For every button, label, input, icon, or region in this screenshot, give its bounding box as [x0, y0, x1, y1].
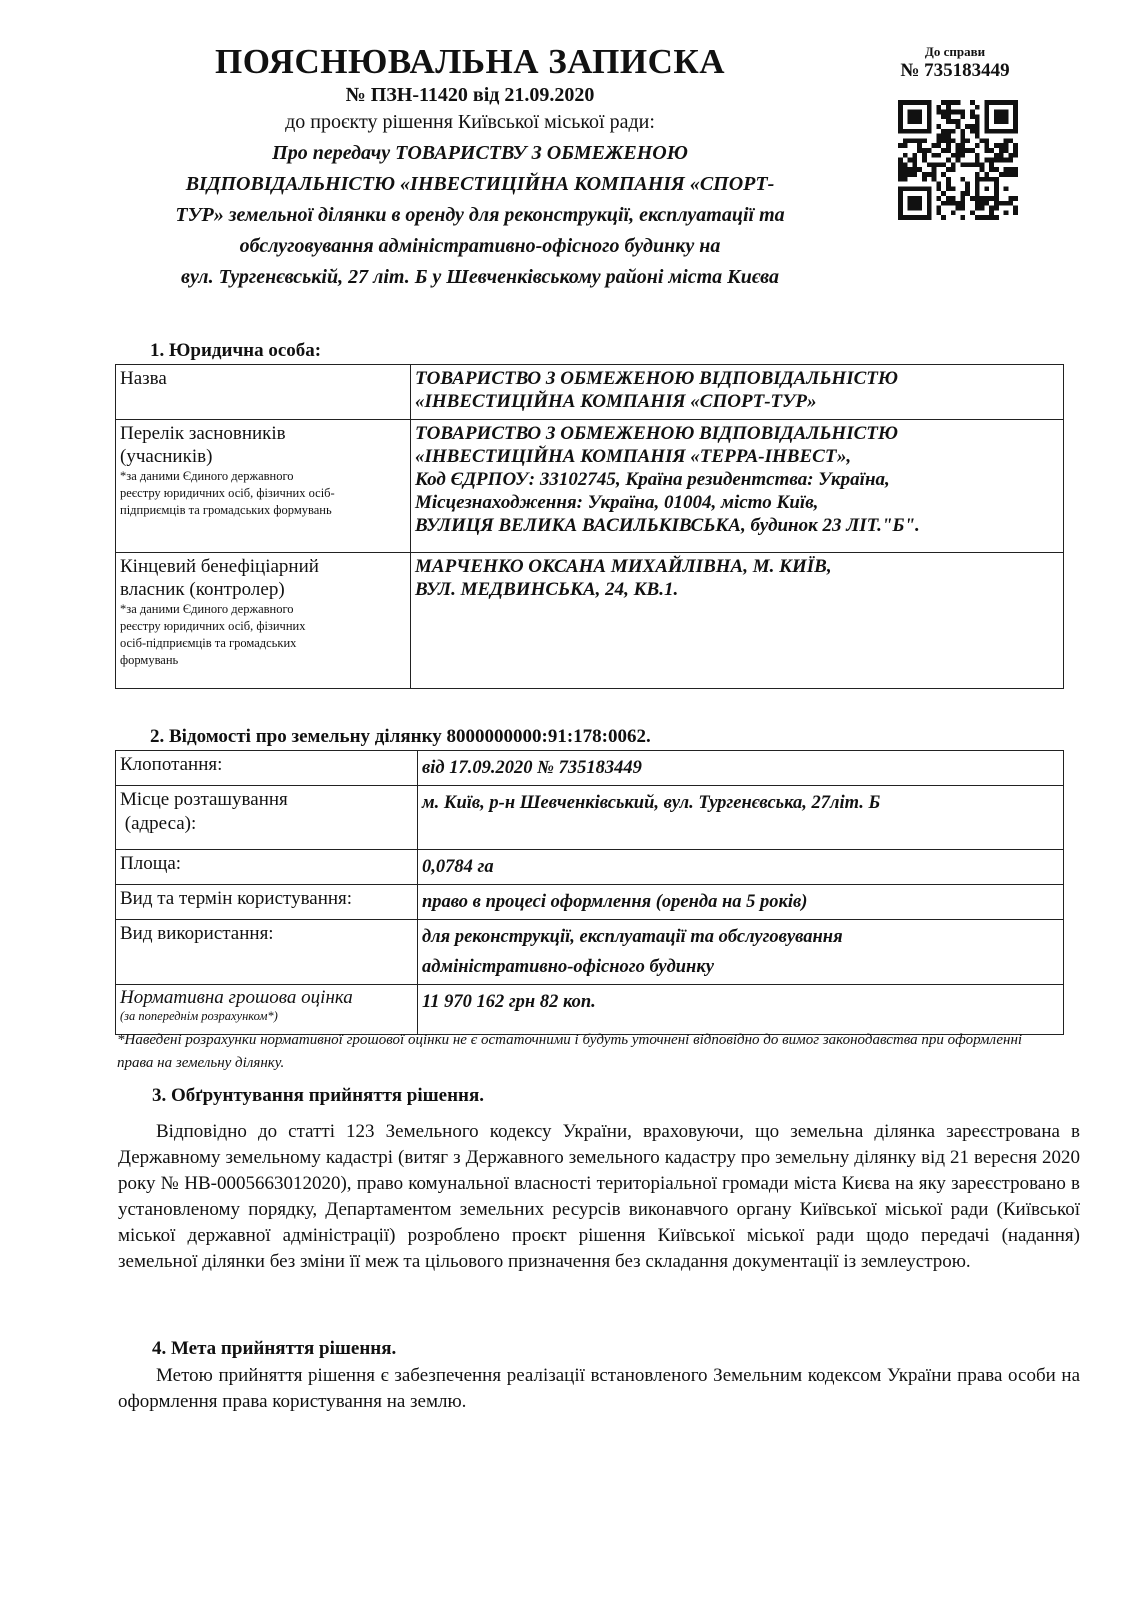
table-row [116, 365, 1064, 420]
document-number: № ПЗН-11420 від 21.09.2020 [345, 84, 595, 106]
row-value: ВУЛИЦЯ ВЕЛИКА ВАСИЛЬКІВСЬКА, будинок 23 ЛІТ."Б". [415, 515, 920, 536]
row-label: Назва [120, 368, 167, 389]
case-label: До справи [924, 44, 986, 59]
subject-line: ВІДПОВІДАЛЬНІСТЮ «ІНВЕСТИЦІЙНА КОМПАНІЯ «СПОРТ- [185, 173, 775, 195]
legal-entity-table [115, 364, 1064, 689]
row-value: 11 970 162 грн 82 коп. [422, 992, 596, 1012]
table-row [116, 885, 1064, 920]
table-cell-label [116, 786, 418, 850]
table-row [116, 920, 1064, 985]
table-row [116, 985, 1064, 1035]
land-plot-table [115, 750, 1064, 1035]
row-value: Код ЄДРПОУ: 33102745, Країна резидентства: Україна, [415, 469, 890, 490]
row-value: «ІНВЕСТИЦІЙНА КОМПАНІЯ «ТЕРРА-ІНВЕСТ», [415, 446, 852, 467]
row-value: м. Київ, р-н Шевченківський, вул. Тургенєвська, 27літ. Б [422, 793, 881, 813]
subject-line: вул. Тургенєвській, 27 літ. Б у Шевченківському районі міста Києва [181, 266, 779, 288]
section-2-title: 2. Відомості про земельну ділянку 8000000000:91:178:0062. [150, 726, 651, 747]
row-value: МАРЧЕНКО ОКСАНА МИХАЙЛІВНА, М. КИЇВ, [415, 556, 832, 577]
row-label: (учасників) [120, 446, 213, 467]
row-note: реєстру юридичних осіб, фізичних [120, 619, 306, 633]
row-note: осіб-підприємців та громадських [120, 636, 297, 650]
row-label: Клопотання: [120, 754, 223, 775]
table-cell-value [411, 365, 1064, 420]
row-value: для реконструкції, експлуатації та обслуговування [422, 927, 843, 947]
table-cell-value [418, 751, 1064, 786]
row-note: підприємців та громадських формувань [120, 503, 332, 517]
row-label: Площа: [120, 853, 182, 874]
row-value: 0,0784 га [422, 857, 494, 877]
table-cell-value [411, 420, 1064, 553]
section-3-title: 3. Обґрунтування прийняття рішення. [152, 1085, 485, 1106]
row-label: (адреса): [120, 813, 197, 834]
valuation-footnote: *Наведені розрахунки нормативної грошової оцінки не є остаточними і будуть уточнені відповідно до вимог законодавства при оформленні права на земельну ділянку. [117, 1032, 1023, 1071]
table-cell-value [411, 553, 1064, 689]
section-1-title: 1. Юридична особа: [150, 340, 322, 361]
table-cell-label [116, 751, 418, 786]
row-note: реєстру юридичних осіб, фізичних осіб- [120, 486, 335, 500]
table-row [116, 751, 1064, 786]
table-cell-label [116, 985, 418, 1035]
row-value: адміністративно-офісного будинку [422, 957, 714, 977]
row-note: формувань [120, 653, 179, 667]
row-label: Вид та термін користування: [120, 888, 353, 909]
table-row [116, 553, 1064, 689]
row-label: Нормативна грошова оцінка [120, 987, 353, 1008]
row-value: «ІНВЕСТИЦІЙНА КОМПАНІЯ «СПОРТ-ТУР» [415, 391, 817, 412]
section-3-text: Відповідно до статті 123 Земельного кодексу України, враховуючи, що земельна ділянка зареєстрована в Державному земельному кадастрі (витяг з Державного земельного кадастру про земельну ділянку від 21 вересня 2020 року № НВ-0005663012020), право комунальної власності територіальної громади міста Києва на яку зареєстровано в установленому порядку, Департаментом земельних ресурсів виконавчого органу Київської міської ради (Київської міської державної адміністрації) розроблено проєкт рішення Київської міської ради щодо передачі (надання) земельної ділянки без зміни її меж та цільового призначення без складання документації із землеустрою. [118, 1121, 1080, 1272]
row-label: Місце розташування [120, 789, 288, 810]
row-note: *за даними Єдиного державного [120, 602, 294, 616]
section-4-text: Метою прийняття рішення є забезпечення реалізації встановленого Земельним кодексом України права особи на оформлення права користування на землю. [118, 1365, 1080, 1412]
table-cell-value [418, 920, 1064, 985]
row-label: Кінцевий бенефіціарний [120, 556, 319, 577]
table-cell-value [418, 786, 1064, 850]
row-value: ТОВАРИСТВО З ОБМЕЖЕНОЮ ВІДПОВІДАЛЬНІСТЮ [415, 368, 898, 389]
section-4-title: 4. Мета прийняття рішення. [152, 1338, 397, 1359]
row-label: Вид використання: [120, 923, 274, 944]
document-title: ПОЯСНЮВАЛЬНА ЗАПИСКА [214, 42, 726, 81]
row-label: Перелік засновників [120, 423, 286, 444]
row-value: право в процесі оформлення (оренда на 5 років) [422, 892, 808, 912]
row-value: Місцезнаходження: Україна, 01004, місто Київ, [415, 492, 819, 513]
case-number: № 735183449 [900, 60, 1010, 81]
table-row [116, 420, 1064, 553]
qr-code-icon [898, 100, 1018, 220]
table-cell-label [116, 553, 411, 689]
table-cell-label [116, 420, 411, 553]
table-cell-label [116, 850, 418, 885]
row-label: власник (контролер) [120, 579, 285, 600]
table-cell-value [418, 885, 1064, 920]
table-cell-label [116, 365, 411, 420]
subject-line: ТУР» земельної ділянки в оренду для реконструкції, експлуатації та [175, 204, 785, 226]
table-row [116, 850, 1064, 885]
subject-line: обслуговування адміністративно-офісного будинку на [239, 235, 721, 257]
row-note: *за даними Єдиного державного [120, 469, 294, 483]
row-value: ВУЛ. МЕДВИНСЬКА, 24, КВ.1. [415, 579, 679, 600]
row-note: (за попереднім розрахунком*) [120, 1009, 278, 1023]
subject-line: Про передачу ТОВАРИСТВУ З ОБМЕЖЕНОЮ [272, 142, 688, 164]
table-row [116, 786, 1064, 850]
document-subtitle: до проєкту рішення Київської міської ради: [285, 111, 655, 133]
table-cell-label [116, 920, 418, 985]
row-value: ТОВАРИСТВО З ОБМЕЖЕНОЮ ВІДПОВІДАЛЬНІСТЮ [415, 423, 898, 444]
table-cell-value [418, 985, 1064, 1035]
table-cell-value [418, 850, 1064, 885]
table-cell-label [116, 885, 418, 920]
row-value: від 17.09.2020 № 735183449 [422, 758, 642, 778]
document-subject [120, 138, 840, 293]
